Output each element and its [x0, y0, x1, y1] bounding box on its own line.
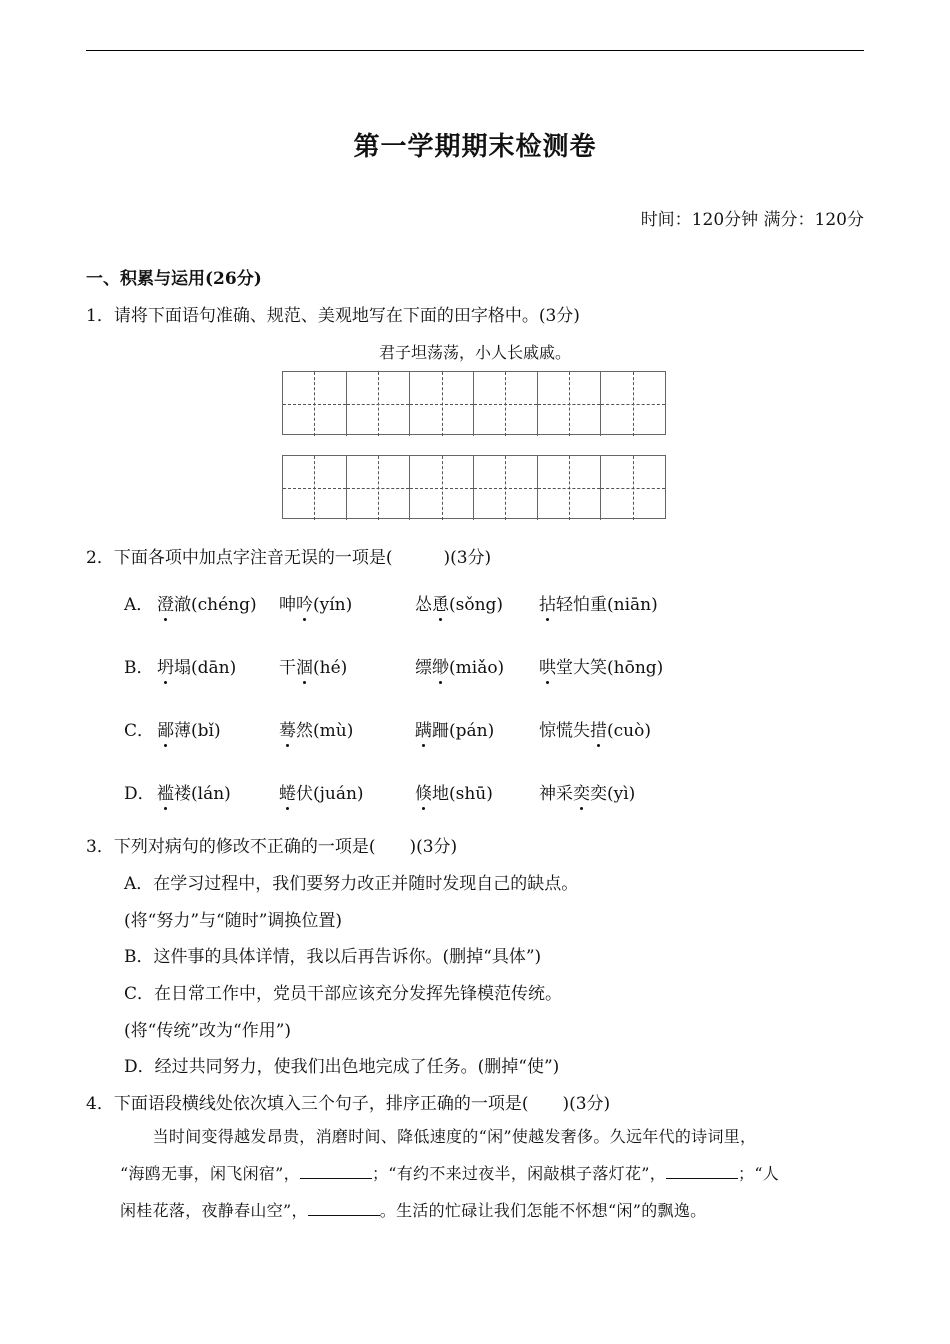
q3-option-b: B．这件事的具体详情，我以后再告诉你。(删掉“具体”): [124, 947, 542, 967]
emphasis-dot-char: 蜷: [279, 779, 296, 804]
q3-option-a: A．在学习过程中，我们要努力改正并随时发现自己的缺点。: [124, 874, 579, 894]
emphasis-dot-char: 奕: [573, 779, 590, 804]
word-suffix: 跚(pán): [432, 721, 495, 741]
word-suffix: (yín): [313, 595, 353, 615]
emphasis-dot-char: 倏: [415, 779, 432, 804]
grid-cell[interactable]: [347, 372, 411, 436]
emphasis-dot-char: 褴: [157, 779, 174, 804]
q4-text: 闲桂花落，夜静春山空”，: [120, 1201, 308, 1220]
q4-passage-line-1: 当时间变得越发昂贵，消磨时间、降低速度的“闲”使越发奢侈。久远年代的诗词里，: [120, 1127, 757, 1146]
q4-blank-2[interactable]: [666, 1164, 738, 1179]
grid-cell[interactable]: [283, 372, 347, 436]
word-suffix: 褛(lán): [174, 784, 231, 804]
q2-option-word: [415, 779, 493, 804]
q2-option-word: [539, 653, 663, 678]
q4-passage-line-3: [120, 1192, 864, 1229]
word-suffix: 伏(juán): [296, 784, 364, 804]
emphasis-dot-char: 鄙: [157, 716, 174, 741]
q4-text: ；“人: [738, 1164, 780, 1183]
grid-cell[interactable]: [347, 456, 411, 520]
q2-option-word: [279, 590, 352, 615]
emphasis-dot-char: 涸: [296, 653, 313, 678]
emphasis-dot-char: 措: [590, 716, 607, 741]
q2-option-word: [279, 653, 347, 678]
writing-grid-row-1[interactable]: [282, 371, 666, 435]
q2-option-word: [539, 716, 651, 741]
word-suffix: 奕(yì): [590, 784, 636, 804]
grid-cell[interactable]: [601, 456, 665, 520]
word-suffix: 堂大笑(hōng): [556, 658, 664, 678]
q2-option-letter: D．: [124, 784, 155, 804]
q4-blank-1[interactable]: [300, 1164, 372, 1179]
emphasis-dot-char: 拈: [539, 590, 556, 615]
emphasis-dot-char: 蓦: [279, 716, 296, 741]
emphasis-dot-char: 缈: [432, 653, 449, 678]
grid-cell[interactable]: [538, 372, 602, 436]
q2-option-word: [539, 590, 658, 615]
grid-cell[interactable]: [283, 456, 347, 520]
word-prefix: 神采: [539, 784, 573, 804]
q2-option-letter: C．: [124, 721, 155, 741]
word-suffix: 塌(dān): [174, 658, 237, 678]
emphasis-dot-char: 恿: [432, 590, 449, 615]
question-3-stem: 3．下列对病句的修改不正确的一项是( )(3分): [86, 837, 458, 857]
q4-passage-line-2: [120, 1155, 864, 1192]
emphasis-dot-char: 哄: [539, 653, 556, 678]
word-suffix: (sǒng): [449, 595, 504, 615]
grid-cell[interactable]: [410, 456, 474, 520]
word-prefix: 干: [279, 658, 296, 678]
q2-option-word: [415, 716, 494, 741]
grid-cell[interactable]: [601, 372, 665, 436]
q2-option-word: [157, 590, 257, 615]
q3-option-a-note: (将“努力”与“随时”调换位置): [124, 911, 343, 931]
word-suffix: 地(shū): [432, 784, 493, 804]
emphasis-dot-char: 蹒: [415, 716, 432, 741]
q2-option-word: [415, 653, 504, 678]
word-prefix: 呻: [279, 595, 296, 615]
q2-option-word: [157, 653, 236, 678]
q4-text: “海鸥无事，闲飞闲宿”，: [120, 1164, 300, 1183]
q3-option-c-note: (将“传统”改为“作用”): [124, 1021, 292, 1041]
q3-option-d: D．经过共同努力，使我们出色地完成了任务。(删掉“使”): [124, 1057, 560, 1077]
question-4-stem: 4．下面语段横线处依次填入三个句子，排序正确的一项是( )(3分): [86, 1094, 611, 1114]
word-suffix: 然(mù): [296, 721, 354, 741]
word-prefix: 缥: [415, 658, 432, 678]
q2-option-letter: A．: [124, 595, 154, 615]
grid-cell[interactable]: [474, 372, 538, 436]
question-2-stem: 2．下面各项中加点字注音无误的一项是( )(3分): [86, 548, 492, 568]
copy-sentence: 君子坦荡荡，小人长戚戚。: [378, 343, 571, 362]
word-suffix: 澈(chéng): [174, 595, 257, 615]
word-prefix: 怂: [415, 595, 432, 615]
word-suffix: 薄(bǐ): [174, 721, 221, 741]
section-heading: 一、积累与运用(26分): [86, 269, 262, 289]
grid-cell[interactable]: [410, 372, 474, 436]
q3-option-c: C．在日常工作中，党员干部应该充分发挥先锋模范传统。: [124, 984, 563, 1004]
q4-blank-3[interactable]: [308, 1201, 380, 1216]
q4-passage: [120, 1118, 864, 1229]
q2-option-word: [415, 590, 503, 615]
top-rule: [86, 50, 864, 51]
q4-text: ；“有约不来过夜半，闲敲棋子落灯花”，: [371, 1164, 667, 1183]
exam-meta: 时间：120分钟 满分：120分: [640, 210, 864, 230]
emphasis-dot-char: 吟: [296, 590, 313, 615]
grid-cell[interactable]: [474, 456, 538, 520]
emphasis-dot-char: 坍: [157, 653, 174, 678]
q2-option-word: [539, 779, 635, 804]
q4-text: 。生活的忙碌让我们怎能不怀想“闲”的飘逸。: [379, 1201, 707, 1220]
word-suffix: 轻怕重(niān): [556, 595, 658, 615]
q2-option-word: [157, 779, 231, 804]
q2-option-word: [279, 716, 353, 741]
q2-option-word: [279, 779, 364, 804]
q2-option-word: [157, 716, 221, 741]
q2-option-letter: B．: [124, 658, 154, 678]
writing-grid-row-2[interactable]: [282, 455, 666, 519]
word-suffix: (miǎo): [449, 658, 505, 678]
grid-cell[interactable]: [538, 456, 602, 520]
word-suffix: (hé): [313, 658, 348, 678]
emphasis-dot-char: 澄: [157, 590, 174, 615]
word-prefix: 惊慌失: [539, 721, 590, 741]
question-1-stem: 1．请将下面语句准确、规范、美观地写在下面的田字格中。(3分): [86, 306, 580, 326]
page-title: 第一学期期末检测卷: [353, 132, 597, 162]
word-suffix: (cuò): [607, 721, 651, 741]
